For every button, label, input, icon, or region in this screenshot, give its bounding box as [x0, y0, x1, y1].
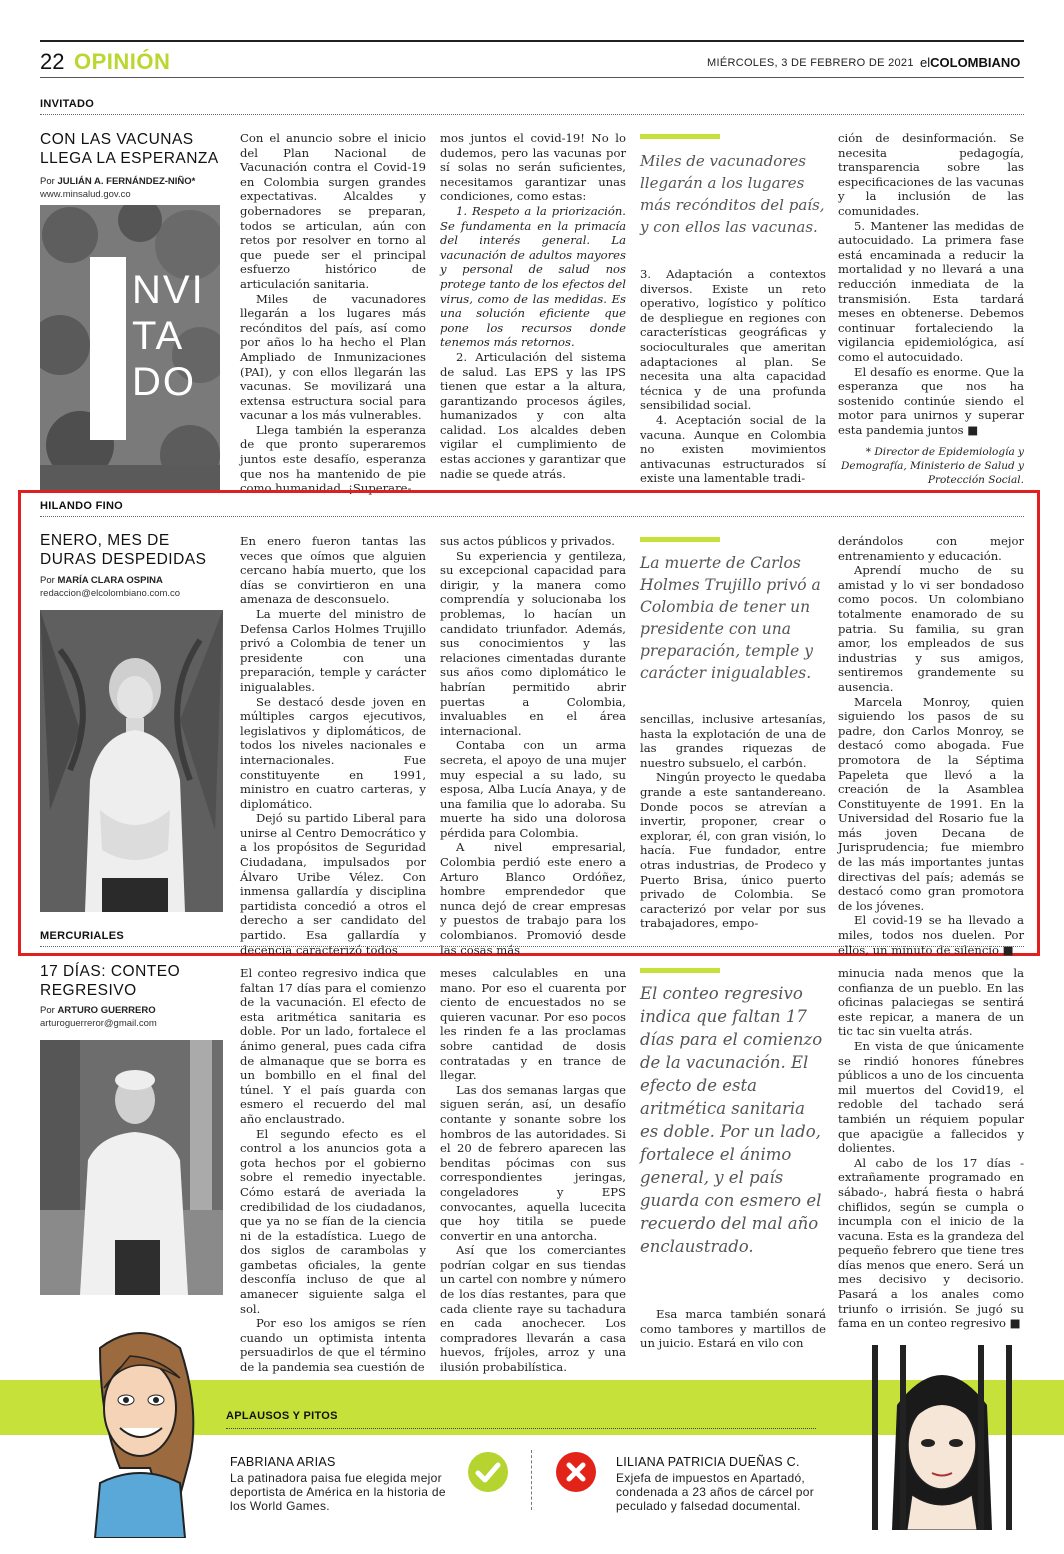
pull-quote: Miles de vacunadores llegarán a los lugares más recónditos del país, y con ellos las vacunas.	[640, 152, 825, 236]
author-name: JULIÁN A. FERNÁNDEZ-NIÑO*	[57, 176, 196, 187]
author-email[interactable]: arturoguerreror@gmail.com	[40, 1018, 157, 1029]
cross-glyph	[556, 1452, 596, 1492]
quote-accent-bar	[640, 134, 720, 139]
paragraph: El conteo regresivo indica que faltan 17 días para el comienzo de la vacunación. El efecto de esta aritmética sanitaria es doble. Por un lado, fortalece el ánimo general, pues cada cifra de almanaque que se borra es un bombillo en el final del túnel. Y el país guarda con esmero el recuerdo del mal año enclaustrado.	[240, 966, 426, 1126]
badge-line: TA	[132, 314, 185, 358]
quote-accent-bar	[640, 537, 720, 542]
by-prefix: Por	[40, 1005, 58, 1016]
author-footnote: * Director de Epidemiología y Demografía, Ministerio de Salud y Protección Social.	[840, 446, 1024, 486]
paragraph: 3. Adaptación a contextos diversos. Existe un reto operativo, logístico y político de despliegue en regiones con características geográficas y socioculturales que ameritan adaptaciones al plan. Se necesita una alta capacidad técnica y de una profunda sensibilidad social.	[640, 267, 826, 413]
paragraph: 5. Mantener las medidas de autocuidado. La primera fase está encaminada a reducir la mortalidad y no llevará a una reducción inmediata de la transmisión. Esta tardará meses en obtenerse. Debemos continuar fortaleciendo la vigilancia epidemiológica, así como el autocuidado.	[838, 218, 1024, 364]
paragraph: sus actos públicos y privados.	[440, 534, 615, 548]
paragraph: El segundo efecto es el control a los anuncios gota a gota hechos por el gobierno sobre el remedio inyectable. Cómo estará de averiada la credibilidad de los ciudadanos, que ya no se fían de la ciencia ni de la estadística. Luego de dos siglos de carambolas y gambetas oficiales, la gente desconfía incluso de que al amanecer siguiente salga el sol.	[240, 1126, 426, 1316]
brand-el: el	[920, 55, 931, 70]
invitado-badge-image	[40, 205, 220, 490]
paragraph: Su experiencia y gentileza, su excepcional capacidad para dirigir, y la manera como comprendía y solucionaba los problemas, lo hacían un candidato triunfador. Además, sus conocimientos y las relaciones cimentadas durante sus años como diplomático le habrían permitido abrir puertas a Colombia, invaluables en el área internacional.	[440, 548, 626, 738]
paragraph: minucia nada menos que la confianza de un pueblo. En las oficinas palaciegas se sentirá este repicar, a manera de un tic tac sin vuelta atrás.	[838, 966, 1024, 1039]
paragraph: A nivel empresarial, Colombia perdió este enero a Arturo Blanco Ordóñez, hombre emprendedor que nunca dejó de crear empresas y puestos de trabajo para los colombianos. Promovió desde las cosas más	[440, 840, 626, 957]
title-line: DURAS DESPEDIDAS	[40, 551, 207, 568]
mercuriales-column-2	[440, 966, 626, 1375]
paragraph: La muerte del ministro de Defensa Carlos Holmes Trujillo privó a Colombia de tener un presidente con una preparación, temple y carácter inigualables.	[240, 606, 426, 694]
article-title	[40, 531, 230, 569]
paragraph: ción de desinformación. Se necesita pedagogía, transparencia sobre las especificaciones de las vacunas y la inclusión de las comunidades.	[838, 131, 1024, 218]
page-number: 22	[40, 49, 65, 74]
paragraph: Miles de vacunadores llegarán a los lugares más recónditos del país, así como por años lo ha hecho el Plan Ampliado de Inmunizaciones (PAI), y con ellos llegarán las vacunas. Se movilizará una extensa estructura social para vacunar a los más vulnerables.	[240, 291, 426, 423]
caricature-liliana-duenas	[852, 1345, 1032, 1530]
author-photo	[40, 610, 223, 912]
section-divider	[40, 946, 1024, 947]
author-website[interactable]: www.minsalud.gov.co	[40, 189, 131, 200]
invitado-column-3	[640, 267, 826, 486]
hilando-column-4	[838, 534, 1024, 957]
pull-quote: El conteo regresivo indica que faltan 17 días para el comienzo de la vacunación. El efecto de esta aritmética sanitaria es doble. Por un lado, fortalece el ánimo general, y el país guarda con esmero el recuerdo del mal año enclaustrado.	[640, 984, 823, 1256]
portrait-woman	[40, 610, 223, 912]
badge-line: NVI	[132, 268, 205, 312]
paragraph: Aprendí mucho de su amistad y lo vi ser bondadoso como pocos. Un colombiano totalmente enamorado de su patria. Su familia, su gran amor, los empleados de sus industrias y sus amigos, sentiremos grandemente su ausencia.	[838, 563, 1024, 694]
paragraph: 2. Articulación del sistema de salud. Las EPS y las IPS tienen que estar a la altura, garantizando procesos ágiles, humanizados y con alta calidad. Los alcaldes deben vigilar el cumplimiento de estas acciones y garantizar que nadie se quede atrás.	[440, 349, 626, 481]
paragraph: 4. Aceptación social de la vacuna. Aunque en Colombia no existen movimientos antivacunas estructurados sí existe una lamentable tradi-	[640, 412, 826, 486]
paragraph: El desafío es enorme. Que la esperanza que nos ha sostenido continúe siendo el motor para unirnos y superar esta pandemia juntos ■	[838, 364, 1024, 437]
paragraph: En enero fueron tantas las veces que oímos que alguien cercano había muerto, que los días se convirtieron en una amenaza de desconsuelo.	[240, 534, 426, 607]
paragraph: meses calculables en una mano. Por eso el cuarenta por ciento de encuestados no se quieren vacunar. Por eso pocos les rinden fe a las proclamas sobre cantidad de dosis contratadas y en trance de llegar.	[440, 966, 626, 1083]
paragraph: Se destacó desde joven en múltiples cargos ejecutivos, legislativos y diplomáticos, de todos los niveles nacionales e internacionales. Fue constituyente en 1991, ministro en cuatro carteras, y diplomático.	[240, 694, 426, 811]
paragraph: sencillas, inclusive artesanías, hasta la explotación de una de las grandes riquezas de nuestro subsuelo, el carbón.	[640, 712, 826, 770]
paragraph: mos juntos el covid-19! No lo dudemos, pero las vacunas por sí solas no serán suficientes, necesitamos garantizar unas condiciones, como estas:	[440, 131, 626, 204]
title-line: 17 DÍAS: CONTEO	[40, 963, 181, 980]
paragraph: Con el anuncio sobre el inicio del Plan Nacional de Vacunación contra el Covid-19 en Colombia surgen grandes expectativas. Alcaldes y gobernadores se preparan, todos se articulan, aún con retos por resolver en torno al que puede ser el principal esfuerzo histórico de articulación sanitaria.	[240, 131, 426, 291]
author-name: MARÍA CLARA OSPINA	[57, 575, 163, 586]
by-prefix: Por	[40, 176, 58, 187]
paragraph: Al cabo de los 17 días -extrañamente programado en sábado-, habrá fiesta o habrá chiflidos, según se cumpla o incumpla con el inicio de la vacuna. Esta es la grandeza del pequeño febrero que tiene tres días menos que enero. Será un mes decisivo y decisorio. Pasará a los anales como triunfo o irrisión. Se jugó su fama en un conteo regresivo ■	[838, 1155, 1024, 1331]
brand-logo	[920, 55, 1020, 70]
invitado-column-4	[838, 131, 1024, 437]
paragraph: Marcela Monroy, quien siguiendo los pasos de su padre, don Carlos Monroy, se destacó como abogada. Fue promotora de la Séptima Papeleta que llevó a la creación de la Asamblea Constituyente de 1991. En la Universidad del Rosario fue la más joven Decana de Jurisprudencia; fue miembro de las más importantes juntas directivas del país; además se destacó como gran promotora de los jóvenes.	[838, 694, 1024, 913]
portrait-man	[40, 1040, 223, 1295]
issue-date: MIÉRCOLES, 3 DE FEBRERO DE 2021	[707, 57, 914, 69]
paragraph: El covid-19 se ha llevado a miles, todos nos duelen. Por ellos, un minuto de silencio ■	[838, 913, 1024, 957]
title-line: REGRESIVO	[40, 982, 137, 999]
aplausos-divider	[226, 1428, 816, 1429]
caricature-fabriana-arias	[70, 1318, 220, 1538]
author-name: ARTURO GUERRERO	[57, 1005, 156, 1016]
invitado-column-1	[240, 131, 426, 496]
quote-accent-bar	[640, 968, 720, 973]
paragraph: Las dos semanas largas que siguen serán, así, un desafío contante y sonante sobre los hombros de las autoridades. Si el 20 de febrero aparecen las benditas pócimas con sus correspondientes jeringas, congeladores y EPS convocantes, aquella lucecita que hoy titila se puede convertir en una antorcha.	[440, 1082, 626, 1243]
author-photo	[40, 1040, 223, 1295]
byline	[40, 575, 163, 586]
pull-quote: La muerte de Carlos Holmes Trujillo privó a Colombia de tener un presidente con una preparación, temple y carácter inigualables.	[640, 554, 821, 682]
mercuriales-column-3	[640, 1307, 826, 1351]
badge-big-i-letter	[90, 257, 126, 440]
paragraph: 1. Respeto a la priorización. Se fundamenta en la primacía del interés general. La vacunación de adultos mayores y personal de salud nos protege tanto de los efectos del virus, como de las medidas. Es una solución eficiente que pone los recursos donde tenemos más retornos.	[440, 203, 626, 350]
paragraph: Contaba con un arma secreta, el apoyo de una mujer muy especial a su lado, su esposa, Alba Lucía Anaya, y de una familia que lo adoraba. Su muerte ha sido una dolorosa pérdida para Colombia.	[440, 738, 626, 840]
section-label-mercuriales: MERCURIALES	[40, 930, 124, 942]
section-label-aplausos: APLAUSOS Y PITOS	[226, 1410, 338, 1422]
article-title: CON LAS VACUNAS LLEGA LA ESPERANZA	[40, 131, 219, 167]
hilando-column-2	[440, 534, 626, 957]
paragraph: Llega también la esperanza de que pronto superaremos juntos este desafío, esperanza que nos ha mantenido de pie como humanidad. ¡Superare-	[240, 422, 426, 496]
header-bottom-rule	[40, 77, 1024, 78]
pito-name: LILIANA PATRICIA DUEÑAS C.	[616, 1455, 800, 1469]
author-email[interactable]: redaccion@elcolombiano.com.co	[40, 588, 181, 599]
check-icon	[468, 1452, 508, 1492]
mercuriales-column-4	[838, 966, 1024, 1331]
section-divider	[40, 114, 1024, 115]
article-title	[40, 962, 230, 1000]
check-glyph	[468, 1452, 508, 1492]
paragraph: En vista de que únicamente se rindió honores fúnebres públicos a uno de los cincuenta mil muertos del Covid19, el redoble del tachado será también un réquiem popular que apacigüe a fallecidos y dolientes.	[838, 1038, 1024, 1156]
section-name: OPINIÓN	[74, 49, 171, 74]
section-label-invitado: INVITADO	[40, 98, 95, 110]
paragraph: Por eso los amigos se ríen cuando un optimista intenta persuadirlos de que el término de la pandemia sea cuestión de	[240, 1316, 426, 1375]
mercuriales-column-1	[240, 966, 426, 1375]
title-line: ENERO, MES DE	[40, 532, 170, 549]
pito-text: Exjefa de impuestos en Apartadó, condenada a 23 años de cárcel por peculado y falsedad documental.	[616, 1471, 815, 1513]
byline	[40, 1005, 156, 1016]
invitado-column-2	[440, 131, 626, 481]
paragraph: derándolos con mejor entrenamiento y educación.	[838, 534, 1024, 563]
aplausos-pitos-separator	[531, 1450, 532, 1510]
badge-word	[132, 267, 205, 405]
brand-name: COLOMBIANO	[930, 55, 1021, 70]
byline	[40, 176, 195, 187]
section-label-hilando-fino: HILANDO FINO	[40, 500, 124, 512]
hilando-column-1	[240, 534, 426, 957]
cross-icon	[556, 1452, 596, 1492]
aplauso-name: FABRIANA ARIAS	[230, 1455, 336, 1469]
caricature-woman-behind-bars	[852, 1345, 1032, 1530]
paragraph: Ningún proyecto le quedaba grande a este santandereano. Donde pocos se atrevían a invertir, proponer, crear o explorar, él, con gran visión, lo hacía. Fue fundador, entre otras industrias, de Prodeco y Puerto Brisa, único puerto privado de Colombia. Se caracterizó por velar por sus trabajadores, empo-	[640, 770, 826, 931]
header-top-rule	[40, 40, 1024, 42]
by-prefix: Por	[40, 575, 58, 586]
caricature-woman-smiling	[70, 1318, 220, 1538]
aplauso-text: La patinadora paisa fue elegida mejor deportista de América en la historia de los World Games.	[230, 1471, 446, 1513]
hilando-column-3	[640, 712, 826, 931]
paragraph: Así que los comerciantes podrían colgar en sus tiendas un cartel con nombre y número de los días restantes, para que cada cliente raye su tachadura en cada anochecer. Los compradores llevarán a casa huevos, fríjoles, arroz y una ilusión probabilística.	[440, 1243, 626, 1375]
paragraph: Esa marca también sonará como tambores y martillos de un juicio. Estará en vilo con	[640, 1307, 826, 1351]
paragraph: Dejó su partido Liberal para unirse al Centro Democrático y a los propósitos de Seguridad Ciudadana, impulsados por Álvaro Uribe Vélez. Con inmensa gallardía y disciplina partidista concedió a otros el derecho a ser candidato del partido. Esa gallardía y decencia caracterizó todos	[240, 811, 426, 957]
section-divider	[40, 516, 1024, 517]
badge-line: DO	[132, 360, 196, 404]
